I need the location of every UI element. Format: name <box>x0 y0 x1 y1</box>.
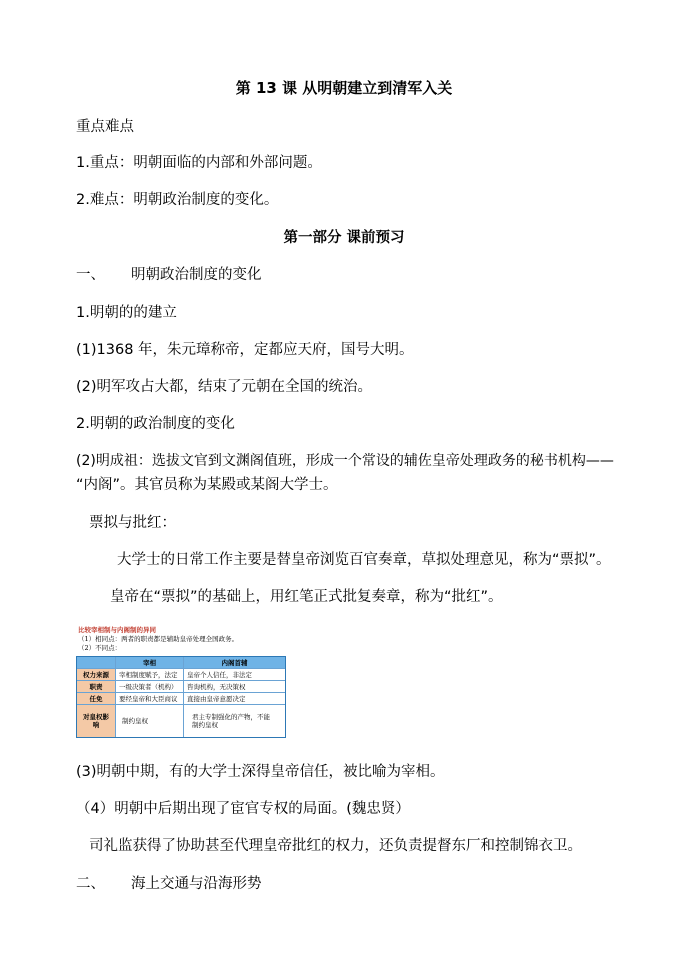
paragraph-1: (1)1368 年，朱元璋称帝，定都应天府，国号大明。 <box>76 342 414 358</box>
section-2-title: 海上交通与沿海形势 <box>131 876 262 892</box>
comparison-table <box>76 656 286 738</box>
paragraph-5: （4）明朝中后期出现了宦官专权的局面。(魏忠贤） <box>76 801 410 817</box>
key-points-heading: 重点难点 <box>76 119 134 135</box>
section-2-number: 二、 <box>76 876 105 892</box>
key-point-2: 2.难点：明朝政治制度的变化。 <box>76 192 279 208</box>
table-cell: 君主专制强化的产物，不能制约皇权 <box>183 705 285 737</box>
paragraph-6: 司礼监获得了协助甚至代理皇帝批红的权力，还负责提督东厂和控制锦衣卫。 <box>89 838 582 854</box>
table-header-cell <box>77 657 115 668</box>
piaoni-paragraph-2: 皇帝在“票拟”的基础上，用红笔正式批复奏章，称为“批红”。 <box>110 589 503 605</box>
paragraph-3-line-1: (2)明成祖：选拔文官到文渊阁值班，形成一个常设的辅佐皇帝处理政务的秘书机构—— <box>76 453 614 469</box>
figure-same-point: （1）相同点：两者的职责都是辅助皇帝处理全国政务。 <box>78 635 239 643</box>
table-row <box>77 693 285 705</box>
section-1-number: 一、 <box>76 267 105 283</box>
figure-diff-point: （2）不同点： <box>78 644 122 652</box>
subheading-1: 1.明朝的的建立 <box>76 305 177 321</box>
table-cell: 直接由皇帝意愿决定 <box>183 693 285 704</box>
page-title: 第 13 课 从明朝建立到清军入关 <box>235 79 453 97</box>
paragraph-3-line-2: “内阁”。其官员称为某殿或某阁大学士。 <box>76 477 338 493</box>
table-cell: 一级决策者（机构） <box>115 681 183 692</box>
table-row-label: 对皇权影响 <box>77 705 115 737</box>
table-cell: 制约皇权 <box>115 705 183 737</box>
table-header-row <box>77 657 285 669</box>
paragraph-4: (3)明朝中期，有的大学士深得皇帝信任，被比喻为宰相。 <box>76 764 445 780</box>
paragraph-2: (2)明军攻占大都，结束了元朝在全国的统治。 <box>76 379 373 395</box>
table-row <box>77 681 285 693</box>
part-heading: 第一部分 课前预习 <box>283 230 405 246</box>
table-row <box>77 669 285 681</box>
figure-caption: 比较宰相制与内阁制的异同 <box>78 626 156 634</box>
key-point-1: 1.重点：明朝面临的内部和外部问题。 <box>76 155 322 171</box>
table-row-label: 职责 <box>77 681 115 692</box>
section-1-title: 明朝政治制度的变化 <box>131 267 262 283</box>
table-row <box>77 705 285 737</box>
table-row-label: 权力来源 <box>77 669 115 680</box>
table-row-label: 任免 <box>77 693 115 704</box>
table-header-cell: 内阁首辅 <box>183 657 285 668</box>
comparison-figure <box>76 624 288 740</box>
subheading-2: 2.明朝的政治制度的变化 <box>76 416 235 432</box>
table-header-cell: 宰相 <box>115 657 183 668</box>
table-cell: 要经皇帝和大臣商议 <box>115 693 183 704</box>
piaoni-paragraph-1: 大学士的日常工作主要是替皇帝浏览百官奏章，草拟处理意见，称为“票拟”。 <box>117 552 611 568</box>
table-cell: 宰相制度赋予，法定 <box>115 669 183 680</box>
table-cell: 皇帝个人信任，非法定 <box>183 669 285 680</box>
piaoni-heading: 票拟与批红： <box>89 515 176 531</box>
table-cell: 咨询机构，无决策权 <box>183 681 285 692</box>
